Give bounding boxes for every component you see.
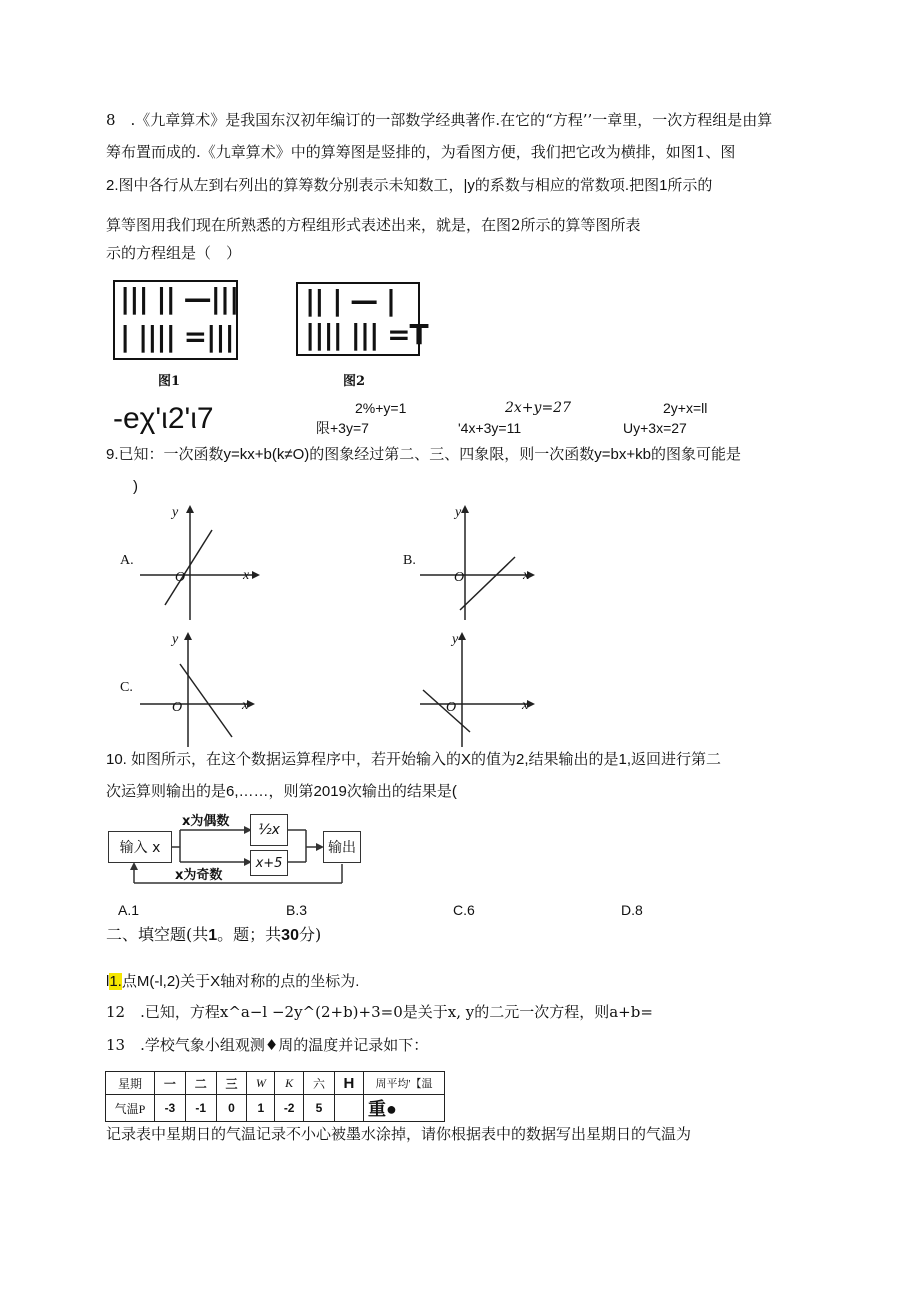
q10-option-b: B.3 <box>286 902 308 918</box>
section-2-score: 30 <box>281 927 299 944</box>
q10-option-d: D.8 <box>621 902 643 918</box>
fig2-row1: || | — | <box>305 284 396 317</box>
table-header-cell: 六 <box>304 1072 335 1095</box>
graph-a-label: A. <box>120 553 134 568</box>
graph-a <box>140 505 260 620</box>
graph-d-origin: O <box>446 700 457 715</box>
table-value-cell: 0 <box>216 1095 247 1122</box>
q8-option-d-top: 2y+x=ll <box>663 400 708 416</box>
fig1-row2: | |||| =||| <box>120 320 234 353</box>
flow-odd-label: x为奇数 <box>175 868 223 883</box>
table-value-cell: 5 <box>304 1095 335 1122</box>
table-header-cell: 一 <box>155 1072 186 1095</box>
table-value-cell <box>334 1095 363 1122</box>
table-value-cell: -3 <box>155 1095 186 1122</box>
graph-b <box>420 505 535 620</box>
flow-even-label: x为偶数 <box>182 814 230 829</box>
q11-num-highlight: 1. <box>109 973 122 990</box>
q10-option-c: C.6 <box>453 902 475 918</box>
q13-text: 13 .学校气象小组观测♦周的温度并记录如下： <box>106 1036 429 1054</box>
q8-option-c-top: 2x+y=27 <box>505 400 571 416</box>
q8-line3: 2.图中各行从左到右列出的算筹数分别表示未知数工，|y的系数与相应的常数项.把图1所示的 <box>106 177 713 194</box>
fig1-caption: 图1 <box>158 374 181 389</box>
q11-num-prefix: l <box>106 973 110 990</box>
table-value-cell: -2 <box>275 1095 304 1122</box>
table-header-cell: 周平均'【温 <box>364 1072 445 1095</box>
fig2-row2: |||| ||| =T <box>305 318 428 351</box>
q11-text: 点M(-l,2)关于X轴对称的点的坐标为. <box>121 973 360 990</box>
graph-b-y: y <box>455 505 462 520</box>
section-2-suffix: 分) <box>298 925 322 944</box>
q10-line1: 10. 如图所示，在这个数据运算程序中，若开始输入的X的值为2,结果输出的是1,返回进行第二 <box>106 751 722 768</box>
flow-half-box: ½x <box>250 814 288 846</box>
graph-b-line <box>460 557 515 610</box>
table-value-row <box>106 1095 445 1122</box>
table-header-cell: 星期 <box>106 1072 155 1095</box>
table-value-cell: 气温P <box>106 1095 155 1122</box>
q8-line4: 算等图用我们现在所熟悉的方程组形式表述出来，就是，在图2所示的算等图所表 <box>106 216 641 234</box>
flow-input-box: 输入 x <box>108 831 172 863</box>
section-2-mid: 。题；共 <box>217 925 282 944</box>
graph-b-x: x <box>523 568 530 583</box>
section-2-count: 1 <box>208 927 218 944</box>
graph-d-y: y <box>452 632 459 647</box>
q10-option-a: A.1 <box>118 902 140 918</box>
table-header-cell: 二 <box>185 1072 216 1095</box>
q12-text: 12 .已知，方程x^a−l −2y^(2+b)+3=0是关于x, y的二元一次方程，则a+b= <box>106 1003 653 1021</box>
temperature-table <box>105 1071 445 1122</box>
table-header-cell: K <box>275 1072 304 1095</box>
section-2-heading <box>106 925 321 946</box>
table-header-cell: W <box>247 1072 275 1095</box>
flow-output-box: 输出 <box>323 831 361 863</box>
q9-line1: 9.已知：一次函数y=kx+b(k≠O)的图象经过第二、三、四象限，则一次函数y=bx+kb的图象可能是 <box>106 446 741 463</box>
q13-after-text: 记录表中星期日的气温记录不小心被墨水涂掉，请你根据表中的数据写出星期日的气温为 <box>106 1125 692 1143</box>
graph-d-x: x <box>522 698 529 713</box>
graph-c-x: x <box>242 698 249 713</box>
table-value-cell: -1 <box>185 1095 216 1122</box>
q10-line2: 次运算则输出的是6,……，则第2019次输出的结果是( <box>106 783 457 800</box>
graph-a-origin: O <box>175 570 186 585</box>
q8-line5: 示的方程组是（ ） <box>106 244 242 262</box>
graph-b-label: B. <box>403 553 416 568</box>
table-value-cell: 1 <box>247 1095 275 1122</box>
q8-line2: 筹布置而成的.《九章算术》中的算筹图是竖排的，为看图方便，我们把它改为横排，如图1、图 <box>106 143 736 161</box>
fig2-caption: 图2 <box>343 374 366 389</box>
graph-c-y: y <box>172 632 179 647</box>
q8-option-d-bottom: Uy+3x=27 <box>623 420 687 436</box>
graph-a-line <box>165 530 212 605</box>
q8-line1: 8 .《九章算术》是我国东汉初年编订的一部数学经典著作.在它的“方程’’一章里，一次方程组是由算 <box>106 111 773 129</box>
q8-option-c-bottom: '4x+3y=11 <box>458 420 522 436</box>
q9-line2: ) <box>133 478 138 495</box>
graph-d <box>420 632 535 747</box>
graph-c-label: C. <box>120 680 133 695</box>
table-header-cell: 三 <box>216 1072 247 1095</box>
q8-option-a: -eχ'ι2'ι7 <box>113 402 214 435</box>
table-value-cell: 重● <box>364 1095 445 1122</box>
graph-c <box>140 632 255 747</box>
graph-a-y: y <box>172 505 179 520</box>
flow-plus5-box: x+5 <box>250 850 288 876</box>
fig1-row1: ||| || —||| <box>120 282 239 315</box>
q11 <box>106 972 359 992</box>
table-header-cell: H <box>334 1072 363 1095</box>
table-header-row <box>106 1072 445 1095</box>
graph-a-x: x <box>243 568 250 583</box>
q8-option-b-bottom: 限+3y=7 <box>316 420 369 436</box>
graph-c-origin: O <box>172 700 183 715</box>
q8-option-b-top: 2%+y=1 <box>355 400 407 416</box>
section-2-prefix: 二、填空题(共 <box>106 925 209 944</box>
graph-b-origin: O <box>454 570 465 585</box>
